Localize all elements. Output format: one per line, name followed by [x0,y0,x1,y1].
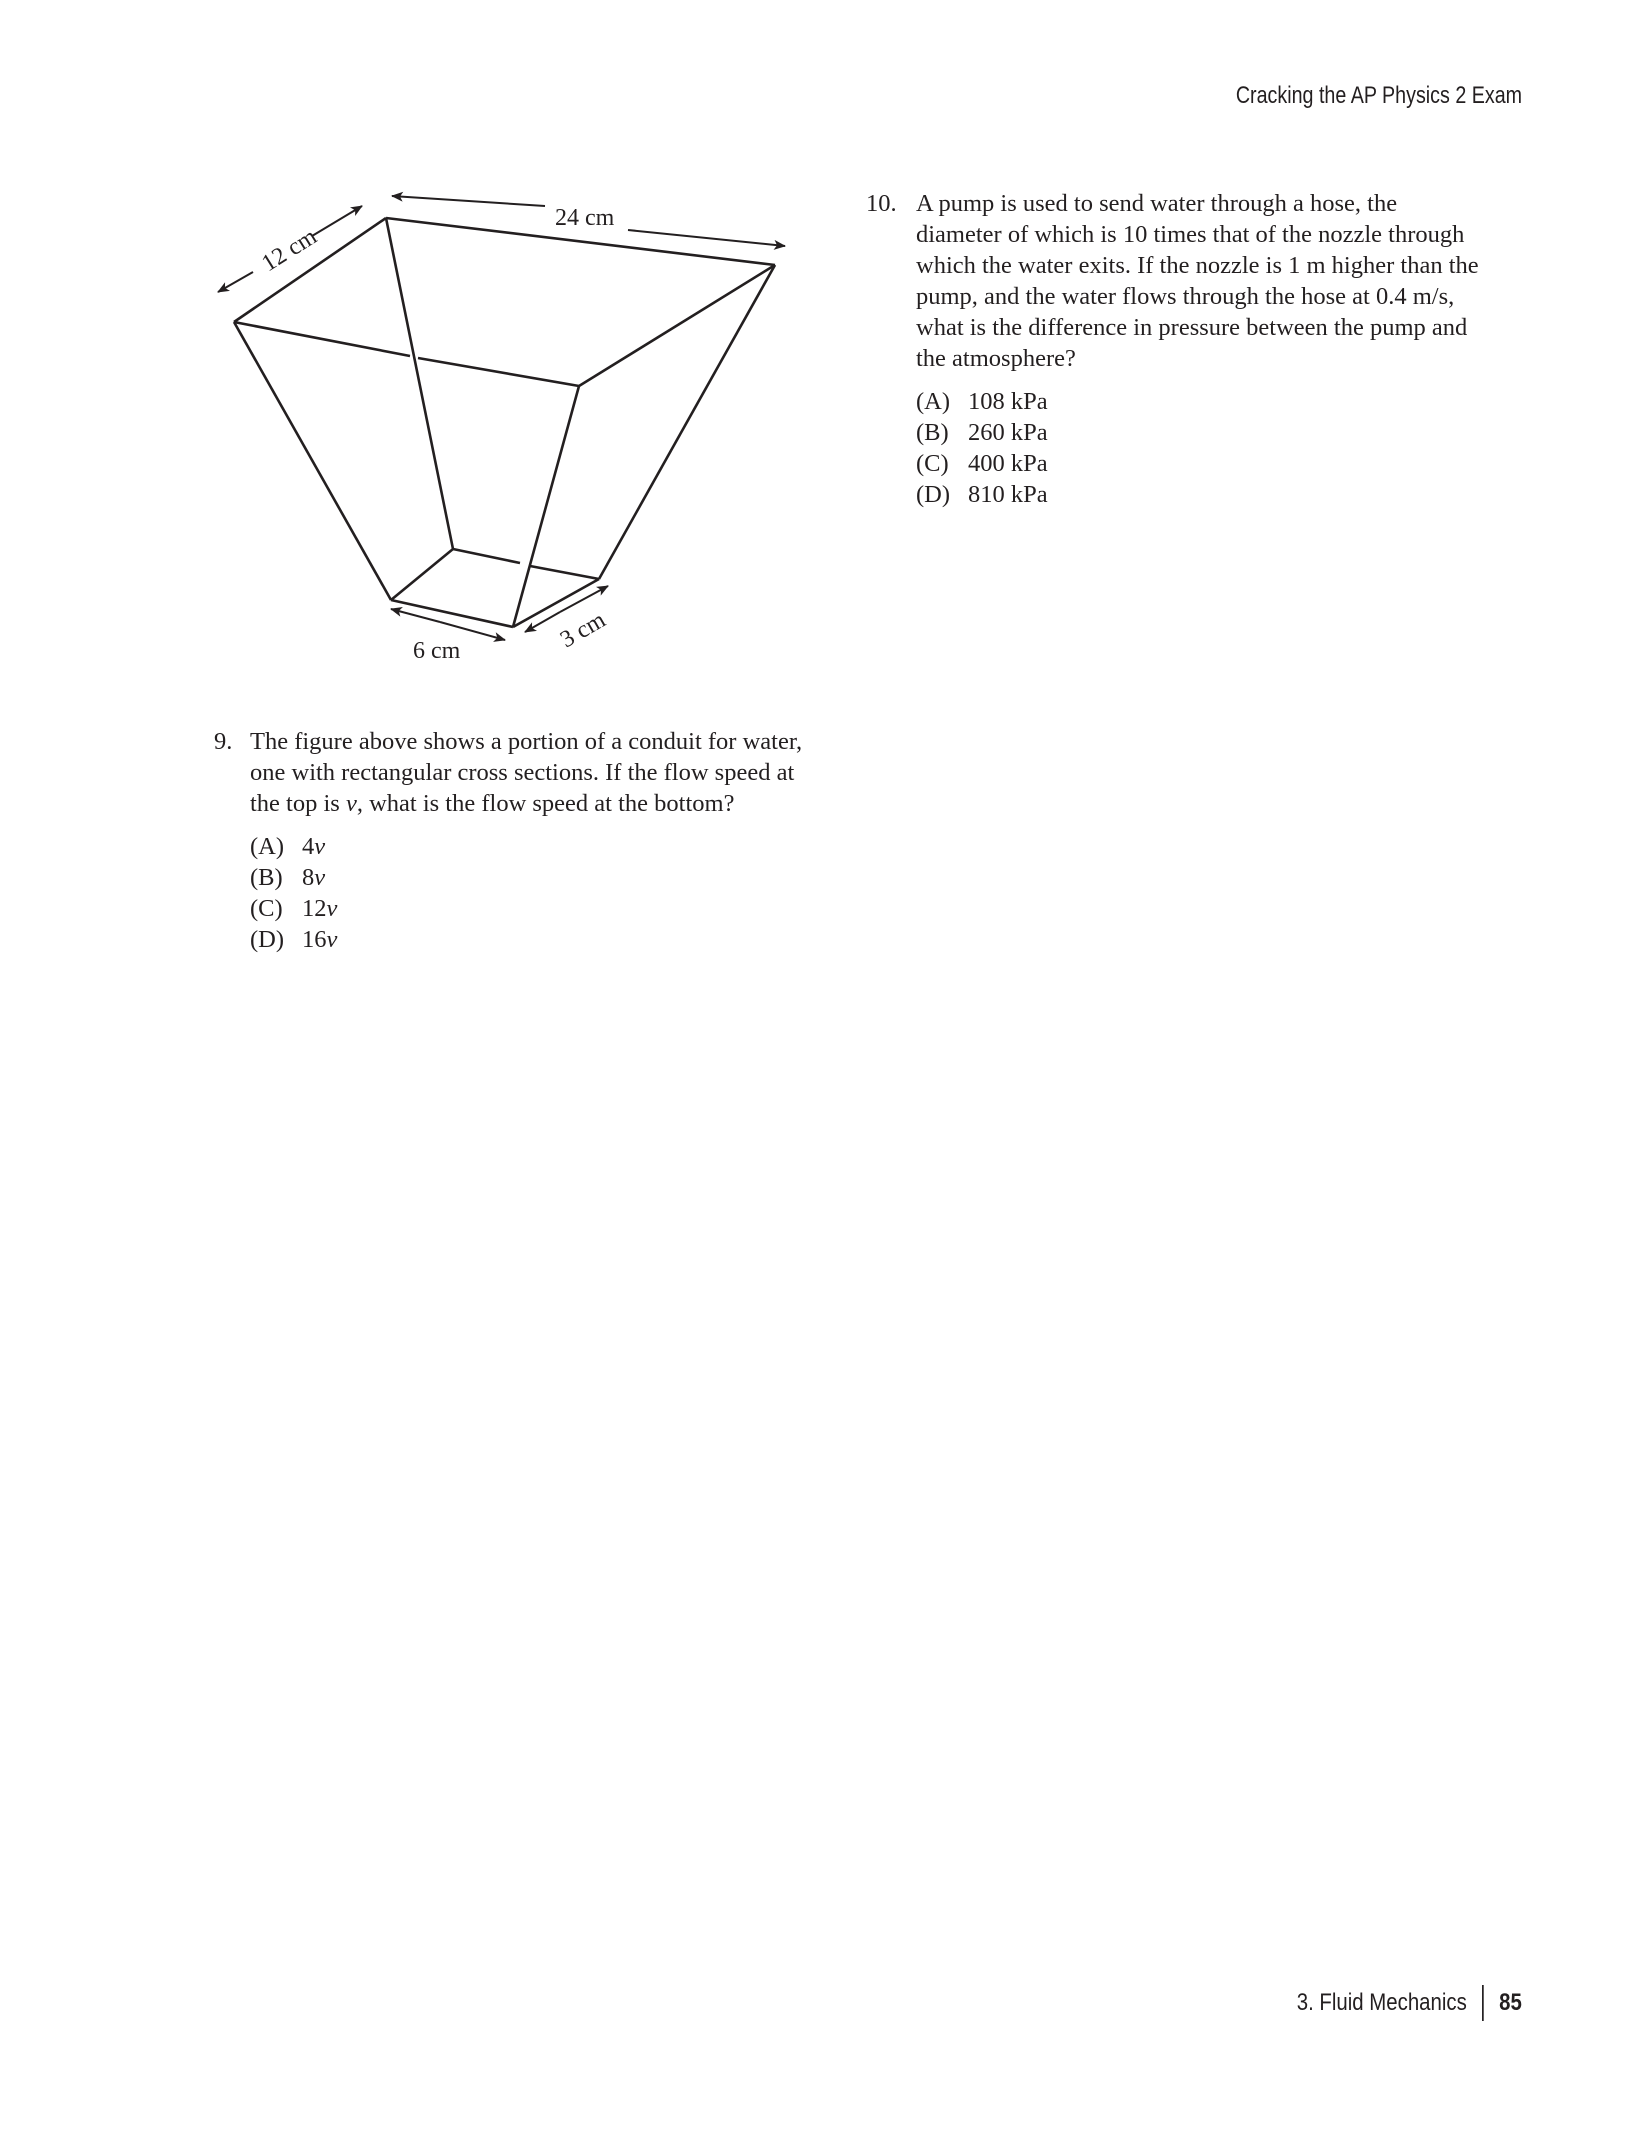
dimension-arrow [218,272,253,292]
question-9 [214,726,814,955]
dimension-arrow [628,230,785,246]
label-3cm: 3 cm [556,607,610,654]
chapter-title: 3. Fluid Mechanics [1296,1989,1468,2016]
dimension-arrow [525,612,560,632]
page-footer [1297,1985,1522,2021]
label-24cm: 24 cm [555,205,615,231]
option-a: (A) 4 v [250,833,326,860]
option-d: (D) 16 v [250,926,338,953]
label-12cm: 12 cm [257,223,322,278]
question-stem: A pump is used to send water through a hose, the diameter of which is 10 times that of the nozzle through which the water exits. If the nozzle is 1 m higher than the pump, and the water flows through the hose at 0.4 m/s, what is the difference in pressure between the pump and the atmosphere? [916,190,1479,372]
option-b: (B) 260 kPa [916,419,1048,446]
dimension-arrow [560,586,608,612]
option-c: (C) 12 v [250,895,338,922]
page-number: 85 [1499,1989,1522,2016]
footer-divider [1482,1985,1484,2021]
running-header: Cracking the AP Physics 2 Exam [1235,82,1522,109]
option-a: (A) 108 kPa [916,388,1048,415]
option-c: (C) 400 kPa [916,450,1048,477]
answer-options [916,386,1486,510]
question-number: 9. [214,728,233,755]
answer-options [250,831,814,955]
dimension-arrow [312,206,362,236]
label-6cm: 6 cm [413,638,461,664]
question-number: 10. [866,190,897,217]
conduit-edges [234,218,775,627]
question-stem: The figure above shows a portion of a conduit for water, one with rectangular cross sections. If the flow speed at the top is v, what is the flow speed at the bottom? [250,728,803,817]
option-b: (B) 8 v [250,864,326,891]
dimension-arrow [391,609,440,622]
dimension-arrow [392,196,545,206]
option-d: (D) 810 kPa [916,481,1048,508]
question-10 [866,188,1486,510]
